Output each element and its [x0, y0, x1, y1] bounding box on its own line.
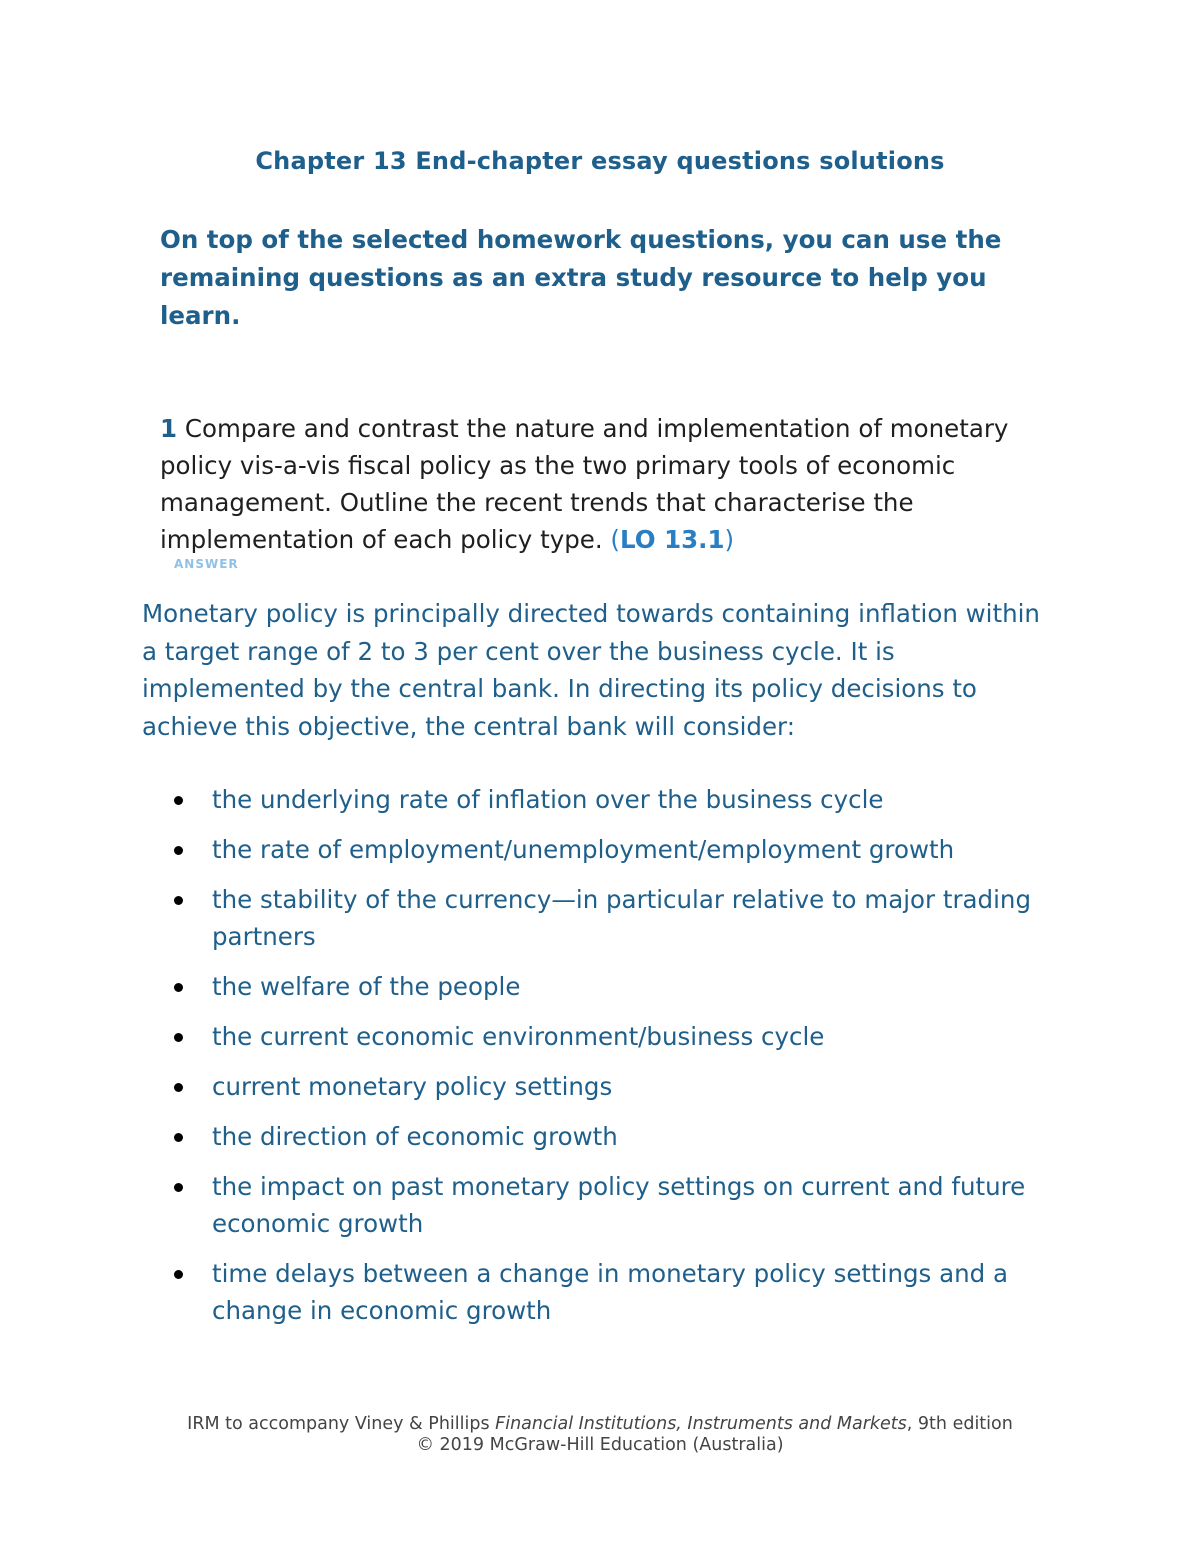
- list-item: [172, 1018, 1052, 1055]
- page-title: Chapter 13 End-chapter essay questions solutions: [255, 147, 945, 175]
- bullet-icon: [174, 1083, 183, 1092]
- bullet-icon: [174, 796, 183, 805]
- considerations-list: [172, 781, 1052, 1342]
- list-item-text: the current economic environment/business cycle: [212, 1022, 825, 1051]
- question-text: Compare and contrast the nature and implementation of monetary policy vis-a-vis fiscal policy as the two primary tools of economic management. Outline the recent trends that characterise the implementation of each policy type.: [160, 414, 1009, 554]
- footer-copyright: © 2019 McGraw-Hill Education (Australia): [416, 1435, 784, 1455]
- bullet-icon: [174, 1183, 183, 1192]
- list-item-text: current monetary policy settings: [212, 1072, 613, 1101]
- footer-citation: [0, 1414, 1200, 1435]
- page-footer: [0, 1414, 1200, 1456]
- lo-open-paren: (: [610, 525, 620, 554]
- footer-suffix: , 9th edition: [906, 1414, 1013, 1434]
- learning-objective: LO 13.1: [619, 525, 725, 554]
- answer-label: ANSWER: [174, 557, 239, 571]
- list-item-text: the impact on past monetary policy settings on current and future economic growth: [212, 1172, 1026, 1238]
- list-item-text: the underlying rate of inflation over the business cycle: [212, 785, 884, 814]
- list-item-text: time delays between a change in monetary policy settings and a change in economic growth: [212, 1259, 1008, 1325]
- list-item: [172, 881, 1052, 955]
- list-item: [172, 831, 1052, 868]
- bullet-icon: [174, 846, 183, 855]
- footer-prefix: IRM to accompany Viney & Phillips: [187, 1414, 496, 1434]
- question-number: 1: [160, 414, 178, 443]
- bullet-icon: [174, 1133, 183, 1142]
- list-item: [172, 1068, 1052, 1105]
- bullet-icon: [174, 1270, 183, 1279]
- list-item-text: the rate of employment/unemployment/employment growth: [212, 835, 955, 864]
- question-1: [160, 410, 1060, 558]
- list-item: [172, 968, 1052, 1005]
- lo-close-paren: ): [724, 525, 735, 554]
- list-item: [172, 1118, 1052, 1155]
- intro-note: On top of the selected homework questions, you can use the remaining questions as an extra study resource to help you learn.: [160, 225, 1002, 330]
- list-item-text: the direction of economic growth: [212, 1122, 618, 1151]
- bullet-icon: [174, 1033, 183, 1042]
- answer-paragraph: Monetary policy is principally directed towards containing inflation within a target range of 2 to 3 per cent over the business cycle. It is implemented by the central bank. In directing its policy decisions to achieve this objective, the central bank will consider:: [142, 599, 1040, 741]
- list-item: [172, 781, 1052, 818]
- bullet-icon: [174, 983, 183, 992]
- bullet-icon: [174, 896, 183, 905]
- footer-book-title: Financial Institutions, Instruments and Markets: [495, 1414, 907, 1434]
- list-item: [172, 1255, 1052, 1329]
- list-item: [172, 1168, 1052, 1242]
- list-item-text: the stability of the currency—in particular relative to major trading partners: [212, 885, 1031, 951]
- list-item-text: the welfare of the people: [212, 972, 521, 1001]
